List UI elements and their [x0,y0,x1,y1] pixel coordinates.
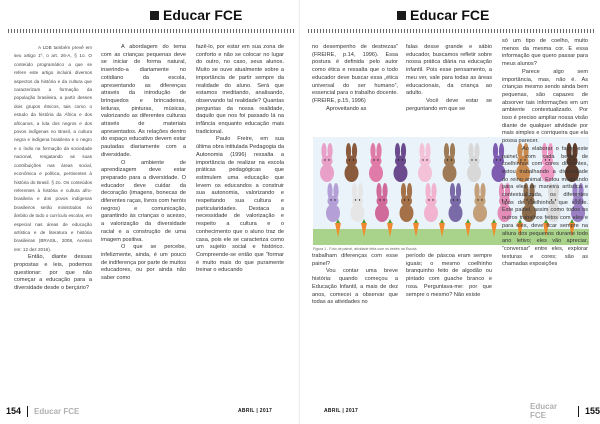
left-column-2 [101,44,186,283]
right-column-2-bottom [406,253,492,299]
bunny-eye [481,199,482,200]
bunny-body [424,204,438,222]
header-stripes [308,29,594,33]
footer-date: ABRIL | 2017 [238,408,273,414]
bunny-eye [453,199,454,200]
bunny-eye [475,159,476,160]
bunny-body [449,204,463,222]
paragraph: A abordagem do tema com as crianças pequenas deve se iniciar de forma natural, inserindo-a diariamente no cotidiano da escola, apresentando as diferenças através da introdução de brinquedos e brincadeiras, leituras, pinturas, músicas, valorizando as diferentes culturas através de materiais apresentados. As relações dentro do espaço educativo devem estar pautadas diariamente com a diversidade. [101,44,186,158]
bunny-eye [408,199,409,200]
bunny-eye [404,199,405,200]
left-column-3 [196,44,284,275]
bunny-body [375,204,389,222]
left-footer [6,404,79,418]
page-number: 155 [584,406,600,416]
paragraph: fazê-lo, por estar em sua zona de conforto e não se colocar no lugar do outro, no caso, seus alunos. Muito se ouve atualmente sobre a importância de partir sempre da realidade do aluno. Será que estamos meditando, analisando, observando tal realidade? Quantas perguntas da nossa realidade, daquilo que nos foi passado lá na infância enquanto educação mais tradicional. [196,44,284,135]
paragraph: A LDB também prevê em seu artigo 1º, o art. 26-A, § 1o. O conteúdo programático a que se refere este artigo incluirá diversos aspectos da história e da cultura que caracterizam a formação da população brasileira, a partir desses dois grupos étnicos, tais como o estudo da história da África e dos africanos, a luta dos negros e dos povos indígenas no Brasil, a cultura negra e indígena brasileira e o negro e o índio na formação da sociedade nacional, resgatando as suas contribuições nas áreas social, econômica e política, pertinentes à história do Brasil. § 2o. Os conteúdos referentes à história e cultura afro-brasileira e dos povos indígenas brasileiros serão ministrados no âmbito de todo o currículo escolar, em especial nas áreas de educação artística e de literatura e história brasileiras (BRASIL, 2008, Acesso em: 12 dez 2016). [14,45,92,252]
bunny-eye [422,159,423,160]
bunny-body [418,164,432,182]
bunny-eye [471,159,472,160]
bunny-eye [330,199,331,200]
bunny-eye [398,159,399,160]
paragraph: no desempenho de destrezas” (FREIRE, p.14, 1996). Essa postura é definida pelo autor como ética e ressalta que o todo educador deve buscar essa „ética universal do ser humano”, essencial para o trabalho docente. (FREIRE, p.15, 1996) [312,44,398,104]
bunny-eye [359,199,360,200]
page-header [150,4,242,26]
bunny-eye [447,159,448,160]
bunny-body [443,164,457,182]
bunny-eye [377,159,378,160]
right-column-2-top [406,44,492,113]
bunny-eye [426,159,427,160]
paragraph: Vou contar uma breve história: quando começou a Educação Infantil, a mais de dez anos, comecei a observar que todas as atividades no [312,268,398,306]
bunny-body [473,204,487,222]
bunny-eye [328,159,329,160]
figure-caption: Figura 1 - Foto de painel, atividade feita com os bebês na Escola [313,247,417,251]
bunny-eye [355,199,356,200]
bunny-eye [477,199,478,200]
paragraph: período de páscoa eram sempre iguais; o mesmo coelhinho branquinho feito de algodão ou pintado com guache branco e rosa. Perguntava-me: por que sempre o mesmo? Não existe [406,253,492,298]
right-column-3 [502,38,588,269]
paragraph: Paulo Freire, em sua última obra intitulada Pedagogia da Autonomia (1996) ressalta a importância de realizar na escola práticas pedagógicas que estimulem uma educação que levem os educandos a construir sua autonomia, valorizando e respeitando sua cultura e particularidades. Destaca a necessidade de valorização e respeito a cultura e o conhecimento que o aluno traz de casa, pois ele se caracteriza como um sujeito social e histórico. Compreende-se então que “formar é muito mais do que puramente treinar o educando [196,136,284,274]
page-header [397,4,489,26]
bunny-body [467,164,481,182]
paragraph: O ambiente de aprendizagem deve estar preparado para a diversidade. O educador deve cuidar da decoração (imagens, bonecas de diferentes raças, livros com heróis negros) e comunicação, garantindo às crianças o acesso, a valorização da diversidade racial e a construção de uma imagem positiva. [101,159,186,243]
bunny-eye [334,199,335,200]
paragraph: Ao elaborar o fazer este painel, com cada bebê, de coelhinhos com cores diferentes, estou trabalhando a diversidade do reino animal. Estou mostrando para eles de maneira artística e contextualizada, os diferentes tipos de coelhinhos que existe. Este painel, assim como todos os outros trabalhos feitos com eles e para eles, deve ficar sempre na altura dos pequenos durante todo ano letivo; eles vão apreciar, “conversar” entre eles, explorar texturas e cores; são as chamadas exposições [502,145,588,268]
magazine-title: Educar FCE [163,7,243,23]
bunny-eye [373,159,374,160]
bunny-eye [457,199,458,200]
bunny-eye [324,159,325,160]
bunny-eye [402,159,403,160]
bunny-eye [349,159,350,160]
right-column-1-top [312,44,398,113]
header-stripes [8,29,294,33]
bunny-eye [451,159,452,160]
footer-divider [27,406,28,417]
left-footer-date [238,404,272,418]
left-column-1 [14,44,92,293]
bunny-eye [383,199,384,200]
paragraph: falas desse grande e sábio educador, buscamos refletir sobre nossa prática diária na educação infantil. Pois esse pensamento, a meu ver, vale para todas as áreas educacionais, da criança ao adulto. [406,44,492,97]
square-icon [150,11,159,20]
footer-divider [578,406,579,417]
bunny-eye [379,199,380,200]
paragraph: trabalham diferenças com esse painel? [312,253,398,267]
bunny-eye [353,159,354,160]
bunny-eye [428,199,429,200]
bunny-body [351,204,365,222]
bunny-eye [496,159,497,160]
bunny-eye [432,199,433,200]
paragraph: O que se percebe, infelizmente, ainda, é um pouco de indiferença por parte de muitos educadores, ou por ainda não saber como [101,244,186,282]
paragraph: só um tipo de coelho, muito menos da mesma cor. E essa informação que quero passar para meus alunos? [502,38,588,68]
right-footer-date [324,404,358,418]
paragraph: Você deve estar se perguntando em que se [406,97,492,112]
bunny-body [394,164,408,182]
bunny-eye [500,159,501,160]
footer-magazine: Educar FCE [530,402,558,420]
paragraph: Então, diante dessas propostas e leis, podemos questionar: por que não começar a educação para a diversidade desde o berçário? [14,254,92,291]
footer-magazine: Educar FCE [34,406,80,416]
page-number: 154 [6,406,22,416]
footer-date: ABRIL | 2017 [324,408,359,414]
bunny-body [369,164,383,182]
paragraph: Aproveitando as [326,105,367,112]
bunny-body [345,164,359,182]
square-icon [397,11,406,20]
bunny-body [400,204,414,222]
right-column-1-bottom [312,253,398,307]
right-page [300,0,600,424]
bunny-body [320,164,334,182]
right-footer [530,404,600,418]
paragraph: Parece algo sem importância, mas, não é. As crianças mesmo sendo ainda bem pequenas, são capazes de absorver tais informações em um ambiente contextualizado. Por isso é preciso ampliar nossa visão diante de qualquer atividade por mais simples e corriqueira que ela possa parecer. [502,68,588,145]
magazine-title: Educar FCE [410,7,490,23]
